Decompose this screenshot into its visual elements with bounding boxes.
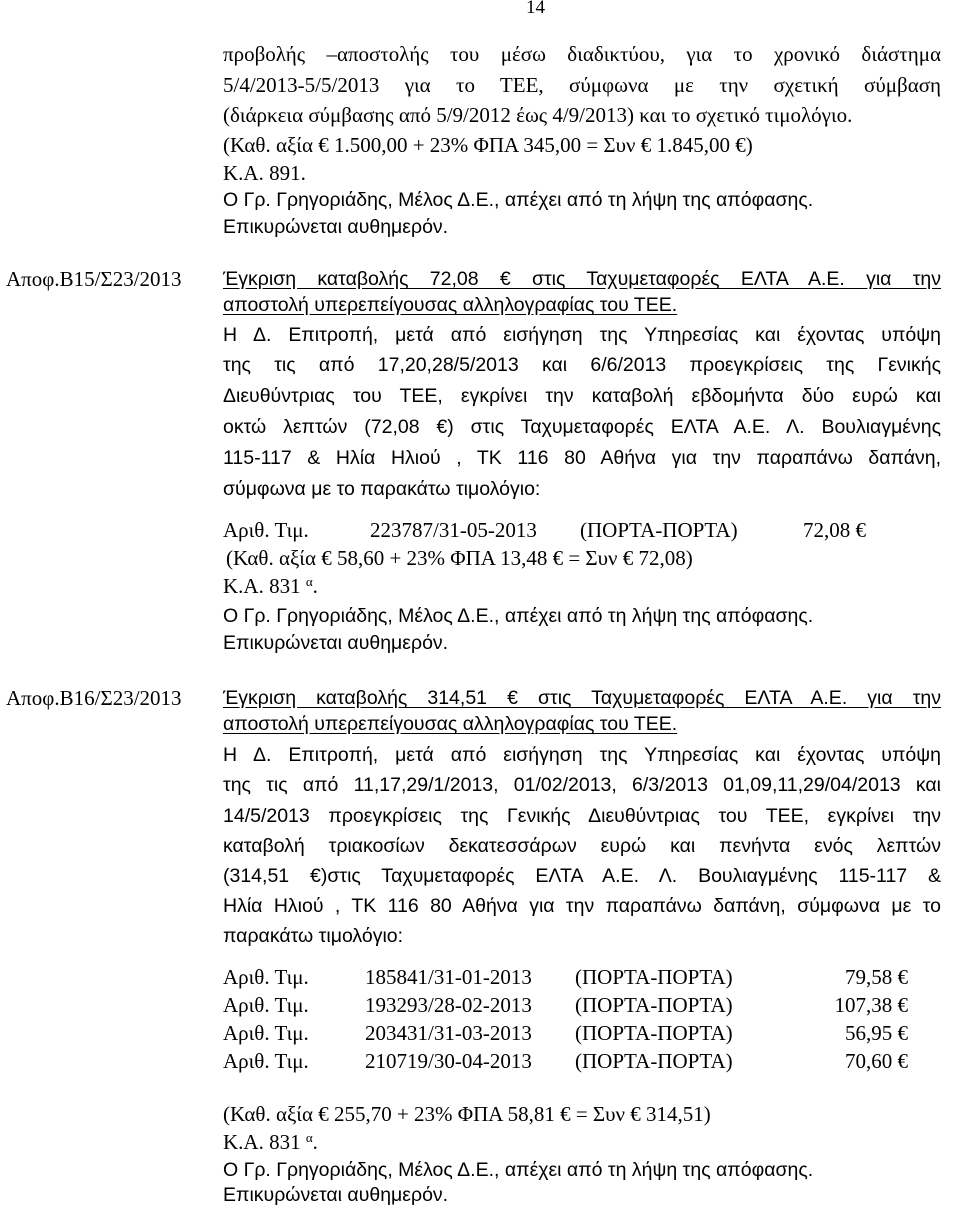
invoice-description: (ΠΟΡΤΑ-ΠΟΡΤΑ) xyxy=(580,518,738,542)
decision-b16-body-1: Η Δ. Επιτροπή, μετά από εισήγηση της Υπηρεσίας και έχοντας υπόψη xyxy=(223,744,941,766)
decision-b15-title-line-1: Έγκριση καταβολής 72,08 € στις Ταχυμεταφορές ΕΛΤΑ Α.Ε. για την xyxy=(223,268,941,290)
decision-b15-body-5: 115-117 & Ηλία Ηλιού , ΤΚ 116 80 Αθήνα για την παραπάνω δαπάνη, xyxy=(223,447,941,469)
decision-b15-code: Αποφ.Β15/Σ23/2013 xyxy=(6,267,182,291)
intro-line-1: προβολής –αποστολής του μέσω διαδικτύου, για το χρονικό διάστημα xyxy=(223,42,941,66)
decision-b16-body-5: (314,51 €)στις Ταχυμεταφορές ΕΛΤΑ Α.Ε. Λ. Βουλιαγμένης 115-117 & xyxy=(223,865,941,887)
page-number: 14 xyxy=(526,0,545,18)
intro-line-3: (διάρκεια σύμβασης από 5/9/2012 έως 4/9/2013) και το σχετικό τιμολόγιο. xyxy=(223,103,853,127)
decision-b16-body-6: Ηλία Ηλιού , ΤΚ 116 80 Αθήνα για την παραπάνω δαπάνη, σύμφωνα με το xyxy=(223,895,941,917)
decision-b16-title-line-1: Έγκριση καταβολής 314,51 € στις Ταχυμεταφορές ΕΛΤΑ Α.Ε. για την xyxy=(223,687,941,709)
intro-line-5: Κ.Α. 891. xyxy=(223,161,306,185)
decision-b15-body-6: σύμφωνα με το παρακάτω τιμολόγιο: xyxy=(223,478,541,500)
decision-b16-body-4: καταβολή τριακοσίων δεκατεσσάρων ευρώ και πενήντα ενός λεπτών xyxy=(223,835,941,857)
decision-b15-title-line-2: αποστολή υπερεπείγουσας αλληλογραφίας του ΤΕΕ. xyxy=(223,294,678,316)
invoice-label: Αριθ. Τιμ. xyxy=(223,518,309,542)
intro-ratified: Επικυρώνεται αυθημερόν. xyxy=(223,216,449,238)
decision-b15-ratified: Επικυρώνεται αυθημερόν. xyxy=(223,632,449,654)
decision-b15-body-4: οκτώ λεπτών (72,08 €) στις Ταχυμεταφορές ΕΛΤΑ Α.Ε. Λ. Βουλιαγμένης xyxy=(223,416,941,438)
invoice-number: 223787/31-05-2013 xyxy=(370,518,537,542)
decision-b15-body-3: Διευθύντριας του ΤΕΕ, εγκρίνει την καταβολή εβδομήντα δύο ευρώ και xyxy=(223,385,941,407)
decision-b16-title-line-2: αποστολή υπερεπείγουσας αλληλογραφίας του ΤΕΕ. xyxy=(223,713,678,735)
decision-b16-ratified: Επικυρώνεται αυθημερόν. xyxy=(223,1184,449,1206)
decision-b15-body-1: Η Δ. Επιτροπή, μετά από εισήγηση της Υπηρεσίας και έχοντας υπόψη xyxy=(223,324,941,346)
decision-b15-body-2: της τις από 17,20,28/5/2013 και 6/6/2013 προεγκρίσεις της Γενικής xyxy=(223,354,941,376)
intro-line-2: 5/4/2013-5/5/2013 για το ΤΕΕ, σύμφωνα με την σχετική σύμβαση xyxy=(223,73,941,97)
intro-line-4: (Καθ. αξία € 1.500,00 + 23% ΦΠΑ 345,00 = Συν € 1.845,00 €) xyxy=(223,133,753,157)
invoice-amount: 72,08 € xyxy=(803,518,866,542)
decision-b16-ka: Κ.Α. 831 $^\alpha$. xyxy=(223,1130,318,1154)
decision-b16-body-3: 14/5/2013 προεγκρίσεις της Γενικής Διευθύντριας του ΤΕΕ, εγκρίνει την xyxy=(223,805,941,827)
decision-b15-summary: (Καθ. αξία € 58,60 + 23% ΦΠΑ 13,48 € = Συν € 72,08) xyxy=(226,546,693,570)
decision-b15-abstain: Ο Γρ. Γρηγοριάδης, Μέλος Δ.Ε., απέχει από τη λήψη της απόφασης. xyxy=(223,605,814,627)
intro-abstain: Ο Γρ. Γρηγοριάδης, Μέλος Δ.Ε., απέχει από τη λήψη της απόφασης. xyxy=(223,189,814,211)
decision-b16-body-7: παρακάτω τιμολόγιο: xyxy=(223,925,404,947)
decision-b16-summary: (Καθ. αξία € 255,70 + 23% ΦΠΑ 58,81 € = Συν € 314,51) xyxy=(223,1102,711,1126)
document-page: 14 προβολής –αποστολής του μέσω διαδικτύου, για το χρονικό διάστημα 5/4/2013-5/5/2013 για το ΤΕΕ, σύμφωνα με την σχετική σύμβαση (διάρκεια σύμβασης από 5/9/2012 έως 4/9/2013) και το σχετικό τιμολόγιο. (Καθ. αξία € 1.500,00 + 23% ΦΠΑ 345,00 = Συν € 1.845,00 €) Κ.Α. 891. Ο Γρ. Γρηγοριάδης, Μέλος Δ.Ε., απέχει από τη λήψη της απόφασης. Επικυρώνεται αυθημερόν. Αποφ.Β15/Σ23/2013 Έγκριση καταβολής 72,08 € στις Ταχυμεταφορές ΕΛΤΑ Α.Ε. για την αποστολή υπερεπείγουσας αλληλογραφίας του ΤΕΕ. Η Δ. Επιτροπή, μετά από εισήγηση της Υπηρεσίας και έχοντας υπόψη της τις από 17,20,28/5/2013 και 6/6/2013 προεγκρίσεις της Γενικής Διευθύντριας του ΤΕΕ, εγκρίνει την καταβολή εβδομήντα δύο ευρώ και οκτώ λεπτών (72,08 €) στις Ταχυμεταφορές ΕΛΤΑ Α.Ε. Λ. Βουλιαγμένης 115-117 & Ηλία Ηλιού , ΤΚ 116 80 Αθήνα για την παραπάνω δαπάνη, σύμφωνα με το παρακάτω τιμολόγιο: Αριθ. Τιμ. 223787/31-05-2013 (ΠΟΡΤΑ-ΠΟΡΤΑ) 72,08 € (Καθ. αξία € 58,60 + 23% ΦΠΑ 13,48 € = Συν € 72,08) Κ.Α. 831 $^\alpha$. Ο Γρ. Γρηγοριάδης, Μέλος Δ.Ε., απέχει από τη λήψη της απόφασης. Επικυρώνεται αυθημερόν. Αποφ.Β16/Σ23/2013 Έγκριση καταβολής 314,51 € στις Ταχυμεταφορές ΕΛΤΑ Α.Ε. για την αποστολή υπερεπείγουσας αλληλογραφίας του ΤΕΕ. Η Δ. Επιτροπή, μετά από εισήγηση της Υπηρεσίας και έχοντας υπόψη της τις από 11,17,29/1/2013, 01/02/2013, 6/3/2013 01,09,11,29/04/2013 και 14/5/2013 προεγκρίσεις της Γενικής Διευθύντριας του ΤΕΕ, εγκρίνει την καταβολή τριακοσίων δεκατεσσάρων ευρώ και πενήντα ενός λεπτών (314,51 €)στις Ταχυμεταφορές ΕΛΤΑ Α.Ε. Λ. Βουλιαγμένης 115-117 & Ηλία Ηλιού , ΤΚ 116 80 Αθήνα για την παραπάνω δαπάνη, σύμφωνα με το παρακάτω τιμολόγιο: Αριθ. Τιμ. 185841/31-01-2013 (ΠΟΡΤΑ-ΠΟΡΤΑ) 79,58 € Αριθ. Τιμ. 193293/28-02-2013 (ΠΟΡΤΑ-ΠΟΡΤΑ) 107,38 € Αριθ. Τιμ. 203431/31-03-2013 (ΠΟΡΤΑ-ΠΟΡΤΑ) 56,95 € Αριθ. Τιμ. 210719/30-04-2013 (ΠΟΡΤΑ-ΠΟΡΤΑ) 70,60 € (Καθ. αξία € 255,70 + 23% ΦΠΑ 58,81 € = Συν € 314,51) Κ.Α. 831 $^\alpha$. Ο Γρ. Γρηγοριάδης, Μέλος Δ.Ε., απέχει από τη λήψη της απόφασης. Επικυρώνεται αυθημερόν. xyxy=(0,0,960,1207)
decision-b15-ka: Κ.Α. 831 $^\alpha$. xyxy=(223,574,318,598)
decision-b16-code: Αποφ.Β16/Σ23/2013 xyxy=(6,686,182,710)
decision-b16-abstain: Ο Γρ. Γρηγοριάδης, Μέλος Δ.Ε., απέχει από τη λήψη της απόφασης. xyxy=(223,1159,814,1181)
decision-b16-body-2: της τις από 11,17,29/1/2013, 01/02/2013, 6/3/2013 01,09,11,29/04/2013 και xyxy=(223,774,941,796)
